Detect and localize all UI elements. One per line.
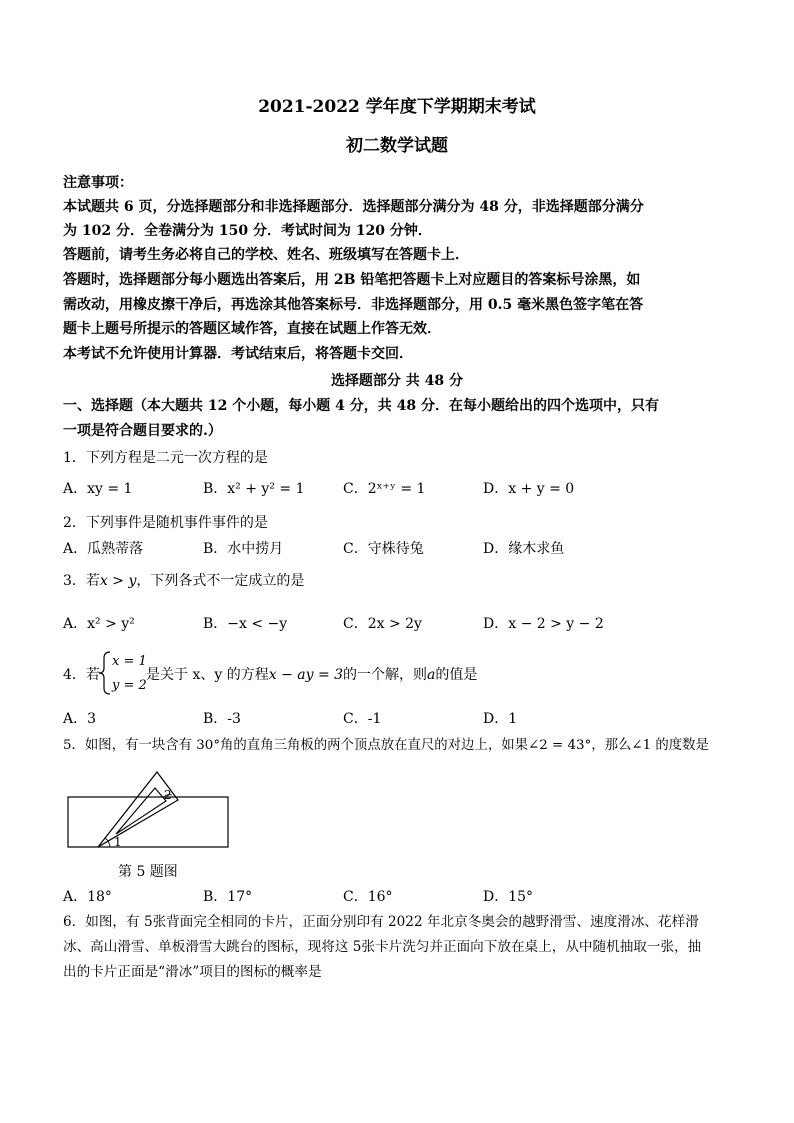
q1-option-d: D．x + y = 0 [483, 481, 575, 497]
notice-line-4: 答题时，选择题部分每小题选出答案后，用 2B 铅笔把答题卡上对应题目的答案标号涂黑，如 [63, 272, 641, 288]
q3-stem-math: x > y [99, 573, 137, 589]
q3-option-a: A．x² > y² [63, 616, 135, 632]
q4-mid1: 是关于 x、y 的方程 [146, 667, 269, 683]
notice-line-2: 为 102 分．全卷满分为 150 分．考试时间为 120 分钟． [63, 223, 432, 239]
q4-option-b: B．-3 [203, 711, 241, 727]
notice-line-7: 本考试不允许使用计算器．考试结束后，将答题卡交回． [63, 346, 413, 362]
q4-system-line-1: x = 1 [112, 654, 147, 669]
q5-stem: 5．如图，有一块含有 30°角的直角三角板的两个顶点放在直尺的对边上，如果∠2 = 43°，那么∠1 的度数是 [63, 738, 709, 753]
q5-figure-caption: 第 5 题图 [118, 864, 178, 880]
q5-angle-1-label: 1 [114, 835, 122, 849]
q4-prefix: 4．若 [63, 667, 100, 683]
q4-tail [146, 666, 477, 684]
q2-option-c: C．守株待兔 [343, 541, 424, 557]
section-instruction-1: 一、选择题（本大题共 12 个小题，每小题 4 分，共 48 分．在每小题给出的四个选项中，只有 [63, 398, 659, 414]
q4-equation: x − ay = 3 [268, 667, 344, 683]
q6-line-1: 6．如图，有 5张背面完全相同的卡片，正面分别印有 2022 年北京冬奥会的越野滑雪、速度滑冰、花样滑 [63, 914, 699, 930]
q3-stem-prefix: 3．若 [63, 573, 100, 589]
q3-stem [63, 572, 304, 590]
q4-option-c: C．-1 [343, 711, 382, 727]
q6-line-3: 出的卡片正面是“滑冰”项目的图标的概率是 [63, 964, 322, 980]
q4-suffix: 的值是 [435, 667, 478, 683]
q2-option-a: A．瓜熟蒂落 [63, 541, 144, 557]
notice-line-1: 本试题共 6 页，分选择题部分和非选择题部分．选择题部分满分为 48 分，非选择题部分满分 [63, 199, 644, 215]
ruler-shape [68, 797, 228, 847]
notice-heading: 注意事项： [63, 175, 133, 191]
triangle-outer [98, 772, 178, 847]
q4-system-line-2: y = 2 [112, 678, 147, 693]
q4-var: a [427, 667, 436, 683]
q4-mid2: 的一个解，则 [343, 667, 428, 683]
q5-option-c: C．16° [343, 889, 393, 905]
section-title: 选择题部分 共 48 分 [330, 373, 464, 389]
q1-option-a: A．xy = 1 [63, 481, 133, 497]
exam-title: 2021-2022 学年度下学期期末考试 [258, 97, 536, 117]
section-instruction-2: 一项是符合题目要求的.） [63, 423, 222, 439]
q1-option-b: B．x² + y² = 1 [203, 481, 305, 497]
exam-subtitle: 初二数学试题 [346, 136, 448, 156]
q3-option-c: C．2x > 2y [343, 616, 422, 632]
q6-line-2: 冰、高山滑雪、单板滑雪大跳台的图标，现将这 5张卡片洗匀并正面向下放在桌上，从中随机抽取一张，抽 [63, 939, 702, 955]
q1-option-c: C．2ˣ⁺ʸ = 1 [343, 481, 426, 497]
notice-line-5: 需改动，用橡皮擦干净后，再选涂其他答案标号．非选择题部分，用 0.5 毫米黑色签字笔在答 [63, 297, 644, 313]
q5-option-d: D．15° [483, 889, 534, 905]
q2-option-d: D．缘木求鱼 [483, 541, 565, 557]
q5-figure [66, 770, 232, 852]
q3-stem-suffix: ，下列各式不一定成立的是 [136, 573, 305, 589]
notice-line-3: 答题前，请考生务必将自己的学校、姓名、班级填写在答题卡上． [63, 247, 469, 263]
q2-option-b: B．水中捞月 [203, 541, 284, 557]
q4-option-d: D．1 [483, 711, 518, 727]
q2-stem: 2．下列事件是随机事件事件的是 [63, 515, 268, 531]
q1-stem: 1．下列方程是二元一次方程的是 [63, 450, 268, 466]
q5-option-b: B．17° [203, 889, 253, 905]
q3-option-d: D．x − 2 > y − 2 [483, 616, 604, 632]
q5-angle-2-label: 2 [164, 788, 172, 802]
q4-option-a: A．3 [63, 711, 97, 727]
notice-line-6: 题卡上题号所提示的答题区域作答，直接在试题上作答无效． [63, 321, 441, 337]
q5-option-a: A．18° [63, 889, 112, 905]
q3-option-b: B．−x < −y [203, 616, 288, 632]
q4-system-brace [98, 650, 112, 696]
